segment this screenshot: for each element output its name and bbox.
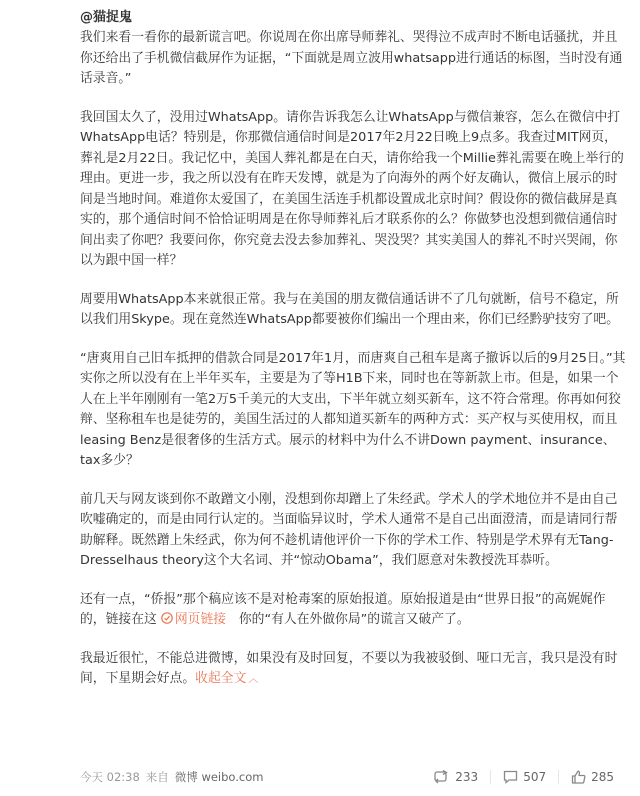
author-name[interactable]: @猫捉鬼: [80, 10, 133, 25]
comment-button[interactable]: [491, 770, 558, 784]
post-time[interactable]: 今天 02:38: [80, 770, 140, 784]
post-paragraph-7: [80, 649, 626, 691]
web-link[interactable]: [161, 612, 226, 627]
post-actions: [422, 770, 626, 784]
paragraph-7-text: 我最近很忙，不能总进微博，如果没有及时回复，不要以为我被驳倒、哑口无言，我只是没有时间，下星期会好点。: [80, 650, 618, 686]
post-paragraph-3: 周要用WhatsApp本来就很正常。我与在美国的朋友微信通话讲不了几句就断，信号不稳定，所以我们用Skype。现在竟然连WhatsApp都要被你们编出一个理由来，你们已经黔驴技穷了吧。: [80, 291, 620, 327]
thumbs-up-icon: [571, 770, 586, 784]
repost-button[interactable]: [422, 770, 490, 784]
comment-icon: [503, 770, 518, 784]
collapse-label: 收起全文: [195, 671, 247, 686]
collapse-link[interactable]: [195, 671, 258, 686]
post-paragraph-5: 前几天与网友谈到你不敢蹭文小刚，没想到你却蹭上了朱经武。学术人的学术地位并不是由自己吹嘘确定的，而是由同行认定的。当面临异议时，学术人通常不是自己出面澄清，而是请同行帮助解释。既然蹭上朱经武，你为何不趁机请他评价一下你的学术工作、特别是学术界有无Tang-Dresselhaus theory这个大名词、并“惊动Obama”，我们愿意对朱教授洗耳恭听。: [80, 491, 618, 568]
paragraph-6-tail: 你的“有人在外做你局”的谎言又破产了。: [226, 612, 470, 627]
link-icon: [161, 612, 173, 624]
post-source[interactable]: 微博 weibo.com: [174, 770, 264, 784]
repost-count: 233: [455, 770, 479, 784]
like-button[interactable]: [559, 770, 626, 784]
post-paragraph-6: [80, 590, 626, 631]
paragraph-6-text: 还有一点，“侨报”那个稿应该不是对枪毒案的原始报道。原始报道是由“世界日报”的高娓娓作的，链接在这: [80, 591, 606, 627]
web-link-label: 网页链接: [174, 612, 227, 627]
repost-icon: [434, 770, 450, 784]
post-paragraph-4: “唐爽用自己旧车抵押的借款合同是2017年1月，而唐爽自己租车是离子撤诉以后的9月25日。”其实你之所以没有在上半年买车，主要是为了等H1B下来，同时也在等新款上市。但是，如果一个人在上半年刚刚有一笔2万5千美元的大支出，下半年就立刻买新车，这不符合常理。你再如何狡辩、坚称租车也是徒劳的，美国生活过的人都知道买新车的两种方式：买产权与买使用权，而且leasing Benz是很奢侈的生活方式。展示的材料中为什么不讲Down payment、insurance、tax多少？: [80, 350, 626, 468]
post-paragraph-1: 我们来看一看你的最新谎言吧。你说周在你出席导师葬礼、哭得泣不成声时不断电话骚扰，并且你还给出了手机微信截屏作为证据，“下面就是周立波用whatsapp进行通话的标图，当时没有通话录音。”: [80, 30, 623, 86]
post-paragraph-2: 我回国太久了，没用过WhatsApp。请你告诉我怎么让WhatsApp与微信兼容，怎么在微信中打WhatsApp电话？特别是，你那微信通信时间是2017年2月22日晚上9点多。我查过MIT网页，葬礼是2月22日。我记忆中，美国人葬礼都是在白天，请你给我一个Millie葬礼需要在晚上举行的理由。更进一步，我之所以没有在昨天发博，就是为了向海外的两个好友确认，微信上展示的时间是当地时间。难道你太爱国了，在美国生活连手机都设置成北京时间？假设你的微信截屏是真实的，那个通信时间不恰恰证明周是在你导师葬礼后才联系你的么？你做梦也没想到微信通信时间出卖了你吧？我要问你，你究竟去没去参加葬礼、哭没哭？其实美国人的葬礼不时兴哭闹，你以为跟中国一样？: [80, 109, 624, 268]
comment-count: 507: [523, 770, 547, 784]
from-label: 来自: [145, 770, 169, 784]
post-body: [80, 28, 626, 709]
chevron-up-icon: ︿: [248, 674, 259, 685]
post-footer: [80, 766, 626, 788]
like-count: 285: [591, 770, 614, 784]
